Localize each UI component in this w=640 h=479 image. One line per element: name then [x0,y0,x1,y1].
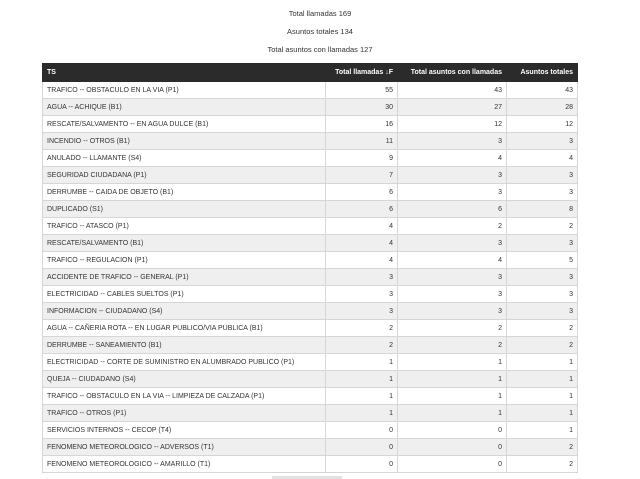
cell-ts: QUEJA -- CIUDADANO (S4) [43,371,326,388]
cell-ts: FENOMENO METEOROLOGICO -- AMARILLO (T1) [43,456,326,473]
table-row [43,388,578,405]
header-total-llamadas-label: Total llamadas [335,69,384,76]
cell-asuntos-totales: 8 [507,201,578,218]
cell-total-llamadas: 3 [326,303,398,320]
cell-asuntos-totales: 5 [507,252,578,269]
cell-asuntos-con-llamadas: 27 [398,99,507,116]
cell-asuntos-totales: 2 [507,218,578,235]
table-row [43,167,578,184]
cell-ts: RESCATE/SALVAMENTO -- EN AGUA DULCE (B1) [43,116,326,133]
cell-asuntos-con-llamadas: 0 [398,456,507,473]
cell-asuntos-totales: 1 [507,405,578,422]
cell-asuntos-totales: 3 [507,133,578,150]
cell-asuntos-totales: 28 [507,99,578,116]
cell-total-llamadas: 2 [326,320,398,337]
table-row [43,303,578,320]
cell-asuntos-con-llamadas: 1 [398,405,507,422]
table-row [43,99,578,116]
cell-ts: AGUA -- ACHIQUE (B1) [43,99,326,116]
cell-total-llamadas: 16 [326,116,398,133]
cell-ts: TRAFICO -- REGULACION (P1) [43,252,326,269]
header-total-llamadas[interactable] [326,64,398,82]
cell-total-llamadas: 2 [326,337,398,354]
header-ts[interactable]: TS [43,64,326,82]
summary-total-asuntos-con-llamadas: Total asuntos con llamadas 127 [267,45,373,54]
table-row [43,439,578,456]
cell-asuntos-con-llamadas: 2 [398,337,507,354]
table-row [43,150,578,167]
table-row [43,235,578,252]
cell-ts: DERRUMBE -- SANEAMIENTO (B1) [43,337,326,354]
cell-asuntos-con-llamadas: 3 [398,235,507,252]
cell-ts: INFORMACION -- CIUDADANO (S4) [43,303,326,320]
table-row [43,337,578,354]
table-row [43,354,578,371]
cell-total-llamadas: 0 [326,456,398,473]
cell-asuntos-con-llamadas: 3 [398,286,507,303]
cell-total-llamadas: 1 [326,405,398,422]
cell-asuntos-con-llamadas: 0 [398,439,507,456]
cell-ts: ELECTRICIDAD -- CABLES SUELTOS (P1) [43,286,326,303]
cell-asuntos-con-llamadas: 4 [398,150,507,167]
table-row [43,252,578,269]
cell-asuntos-con-llamadas: 3 [398,303,507,320]
stats-table [42,63,578,473]
cell-ts: TRAFICO -- OTROS (P1) [43,405,326,422]
cell-asuntos-con-llamadas: 2 [398,320,507,337]
table-row [43,320,578,337]
cell-ts: AGUA -- CAÑERIA ROTA -- EN LUGAR PUBLICO/VIA PUBLICA (B1) [43,320,326,337]
table-row [43,456,578,473]
cell-total-llamadas: 0 [326,422,398,439]
cell-asuntos-con-llamadas: 6 [398,201,507,218]
cell-total-llamadas: 4 [326,252,398,269]
cell-asuntos-totales: 43 [507,82,578,99]
table-row [43,201,578,218]
cell-ts: ACCIDENTE DE TRAFICO -- GENERAL (P1) [43,269,326,286]
cell-total-llamadas: 11 [326,133,398,150]
summary-total-llamadas: Total llamadas 169 [288,9,352,18]
cell-asuntos-totales: 2 [507,439,578,456]
cell-asuntos-con-llamadas: 1 [398,388,507,405]
cell-asuntos-totales: 1 [507,388,578,405]
cell-asuntos-totales: 4 [507,150,578,167]
cell-ts: INCENDIO -- OTROS (B1) [43,133,326,150]
table-row [43,218,578,235]
cell-total-llamadas: 55 [326,82,398,99]
cell-asuntos-con-llamadas: 3 [398,269,507,286]
stats-table-container [42,63,577,473]
cell-total-llamadas: 3 [326,286,398,303]
table-row [43,184,578,201]
cell-asuntos-totales: 1 [507,422,578,439]
cell-asuntos-con-llamadas: 3 [398,184,507,201]
cell-ts: TRAFICO -- ATASCO (P1) [43,218,326,235]
cell-asuntos-totales: 2 [507,320,578,337]
cell-ts: FENOMENO METEOROLOGICO -- ADVERSOS (T1) [43,439,326,456]
cell-total-llamadas: 1 [326,388,398,405]
cell-total-llamadas: 4 [326,218,398,235]
cell-total-llamadas: 1 [326,371,398,388]
cell-ts: ELECTRICIDAD -- CORTE DE SUMINISTRO EN ALUMBRADO PUBLICO (P1) [43,354,326,371]
cell-ts: DERRUMBE -- CAIDA DE OBJETO (B1) [43,184,326,201]
summary-asuntos-totales: Asuntos totales 134 [287,27,353,36]
cell-total-llamadas: 3 [326,269,398,286]
sort-desc-icon: ↓F [385,69,393,76]
cell-asuntos-con-llamadas: 0 [398,422,507,439]
table-row [43,405,578,422]
cell-asuntos-totales: 1 [507,354,578,371]
cell-ts: DUPLICADO (S1) [43,201,326,218]
cell-total-llamadas: 7 [326,167,398,184]
cell-asuntos-con-llamadas: 3 [398,133,507,150]
cell-total-llamadas: 6 [326,201,398,218]
cell-ts: TRAFICO -- OBSTACULO EN LA VIA (P1) [43,82,326,99]
table-body [43,82,578,473]
cell-total-llamadas: 9 [326,150,398,167]
cell-total-llamadas: 1 [326,354,398,371]
table-header-row [43,64,578,82]
cell-asuntos-con-llamadas: 43 [398,82,507,99]
table-row [43,286,578,303]
cell-asuntos-con-llamadas: 3 [398,167,507,184]
cell-asuntos-totales: 12 [507,116,578,133]
cell-asuntos-con-llamadas: 2 [398,218,507,235]
cell-asuntos-con-llamadas: 1 [398,371,507,388]
table-row [43,422,578,439]
cell-asuntos-totales: 3 [507,235,578,252]
cell-asuntos-con-llamadas: 12 [398,116,507,133]
cell-total-llamadas: 30 [326,99,398,116]
table-row [43,371,578,388]
header-total-asuntos-con-llamadas[interactable]: Total asuntos con llamadas [398,64,507,82]
cell-asuntos-totales: 2 [507,456,578,473]
cell-asuntos-totales: 1 [507,371,578,388]
table-row [43,269,578,286]
cell-total-llamadas: 0 [326,439,398,456]
cell-total-llamadas: 4 [326,235,398,252]
table-row [43,133,578,150]
cell-ts: RESCATE/SALVAMENTO (B1) [43,235,326,252]
header-asuntos-totales[interactable]: Asuntos totales [507,64,578,82]
cell-asuntos-totales: 3 [507,167,578,184]
cell-asuntos-totales: 3 [507,303,578,320]
cell-asuntos-totales: 3 [507,269,578,286]
cell-ts: ANULADO -- LLAMANTE (S4) [43,150,326,167]
cell-asuntos-con-llamadas: 4 [398,252,507,269]
cell-asuntos-totales: 3 [507,286,578,303]
cell-ts: TRAFICO -- OBSTACULO EN LA VIA -- LIMPIEZA DE CALZADA (P1) [43,388,326,405]
table-row [43,82,578,99]
cell-total-llamadas: 6 [326,184,398,201]
cell-ts: SEGURIDAD CIUDADANA (P1) [43,167,326,184]
cell-asuntos-totales: 3 [507,184,578,201]
cell-asuntos-con-llamadas: 1 [398,354,507,371]
cell-ts: SERVICIOS INTERNOS -- CECOP (T4) [43,422,326,439]
cell-asuntos-totales: 2 [507,337,578,354]
table-row [43,116,578,133]
